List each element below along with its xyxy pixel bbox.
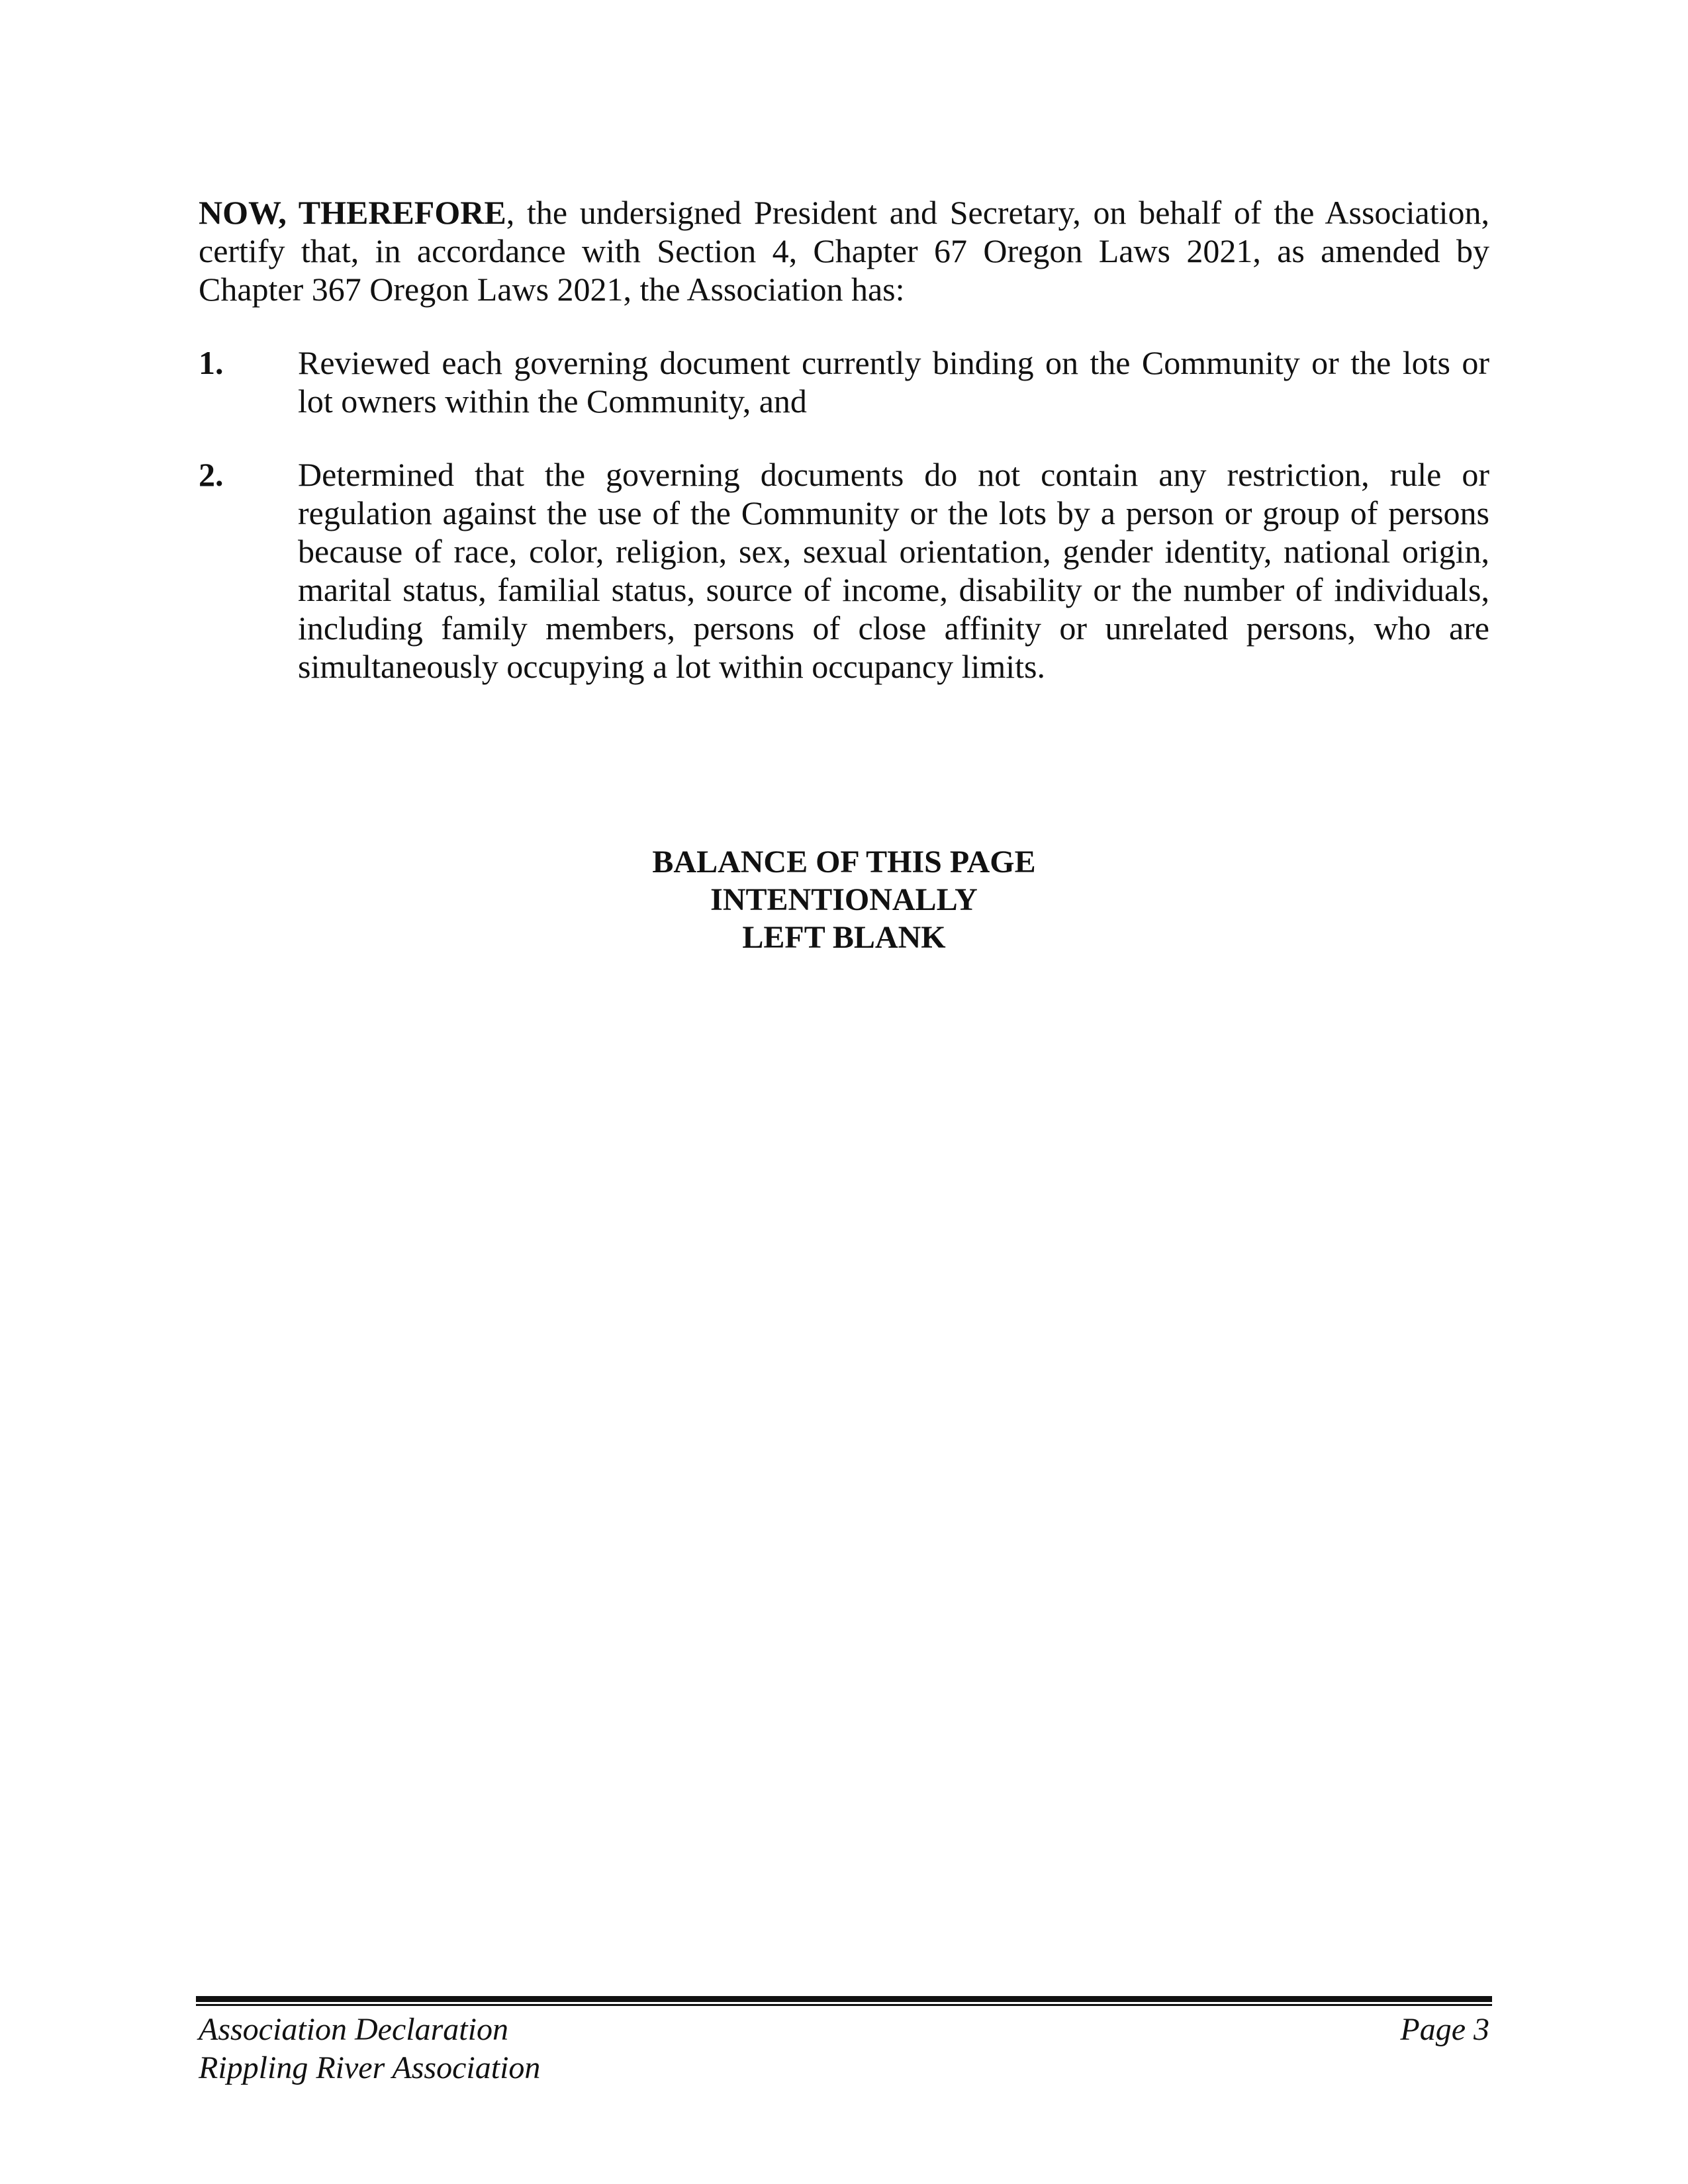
footer-org-name: Rippling River Association — [199, 2050, 541, 2085]
list-item — [199, 455, 1489, 686]
footer-divider-thin — [196, 2004, 1492, 2006]
blank-notice-line-3: LEFT BLANK — [742, 920, 946, 955]
blank-notice-line-2: INTENTIONALLY — [710, 882, 978, 917]
list-item — [199, 343, 1489, 420]
list-item-number: 1. — [199, 344, 224, 381]
footer-divider-thick — [196, 1996, 1492, 2002]
list-item-text: Reviewed each governing document currently binding on the Community or the lots or lot owners within the Community, and — [298, 344, 1489, 420]
blank-page-notice — [0, 843, 1688, 956]
list-item-number: 2. — [199, 456, 224, 493]
footer-divider — [196, 1996, 1492, 2006]
page-footer — [199, 2011, 1489, 2087]
footer-page-number: Page 3 — [1400, 2012, 1489, 2047]
intro-text: , the undersigned President and Secretary, on behalf of the Association, certify that, in accordance with Section 4, Chapter 67 Oregon Laws 2021, as amended by Chapter 367 Oregon Laws 2021, the Association has: — [199, 194, 1489, 308]
blank-notice-line-1: BALANCE OF THIS PAGE — [652, 844, 1036, 880]
document-body — [199, 193, 1489, 686]
list-item-text: Determined that the governing documents do not contain any restriction, rule or regulation against the use of the Community or the lots by a person or group of persons because of race, color, religion, sex, sexual orientation, gender identity, national origin, marital status, familial status, source of income, disability or the number of individuals, including family members, persons of close affinity or unrelated persons, who are simultaneously occupying a lot within occupancy limits. — [298, 456, 1489, 685]
intro-lead-bold: NOW, THEREFORE — [199, 194, 506, 231]
footer-doc-title: Association Declaration — [199, 2012, 508, 2047]
footer-left-block — [199, 2011, 540, 2087]
intro-paragraph — [199, 193, 1489, 308]
